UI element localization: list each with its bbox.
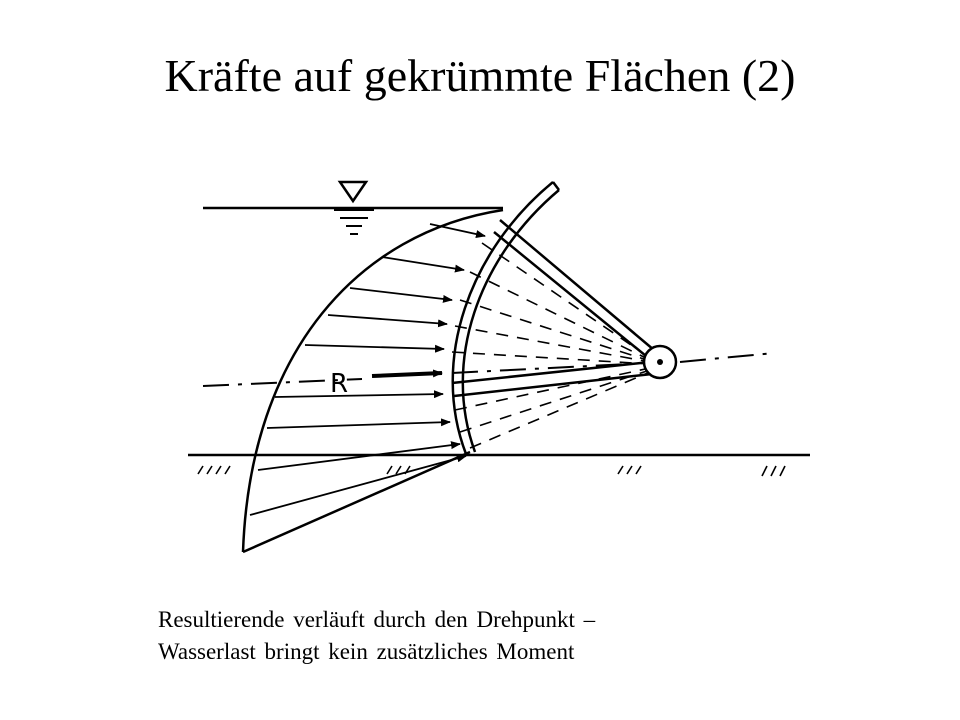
line-of-action (203, 353, 774, 386)
ground-hatch-icon (198, 466, 785, 476)
pressure-arrow (382, 257, 464, 270)
slide-title: Kräfte auf gekrümmte Flächen (2) (164, 50, 796, 101)
pressure-arrow (267, 422, 450, 428)
pivot-bearing-icon (644, 346, 676, 378)
resultant-force-arrow (372, 373, 442, 376)
pressure-arrow (275, 394, 443, 397)
pressure-arrow (350, 288, 452, 300)
pressure-arrow (250, 456, 466, 515)
pressure-arrow (430, 224, 485, 236)
pressure-arrow (328, 315, 447, 324)
pressure-arrow (305, 345, 444, 349)
resultant-label: R (330, 369, 349, 399)
radial-pressure-lines (452, 243, 650, 448)
caption-line-2: Wasserlast bringt kein zusätzliches Moment (158, 639, 575, 664)
caption (158, 604, 858, 668)
radial-gate-skin (453, 182, 559, 454)
gate-support-arms (452, 220, 654, 396)
caption-line-1: Resultierende verläuft durch den Drehpunkt – (158, 607, 596, 632)
